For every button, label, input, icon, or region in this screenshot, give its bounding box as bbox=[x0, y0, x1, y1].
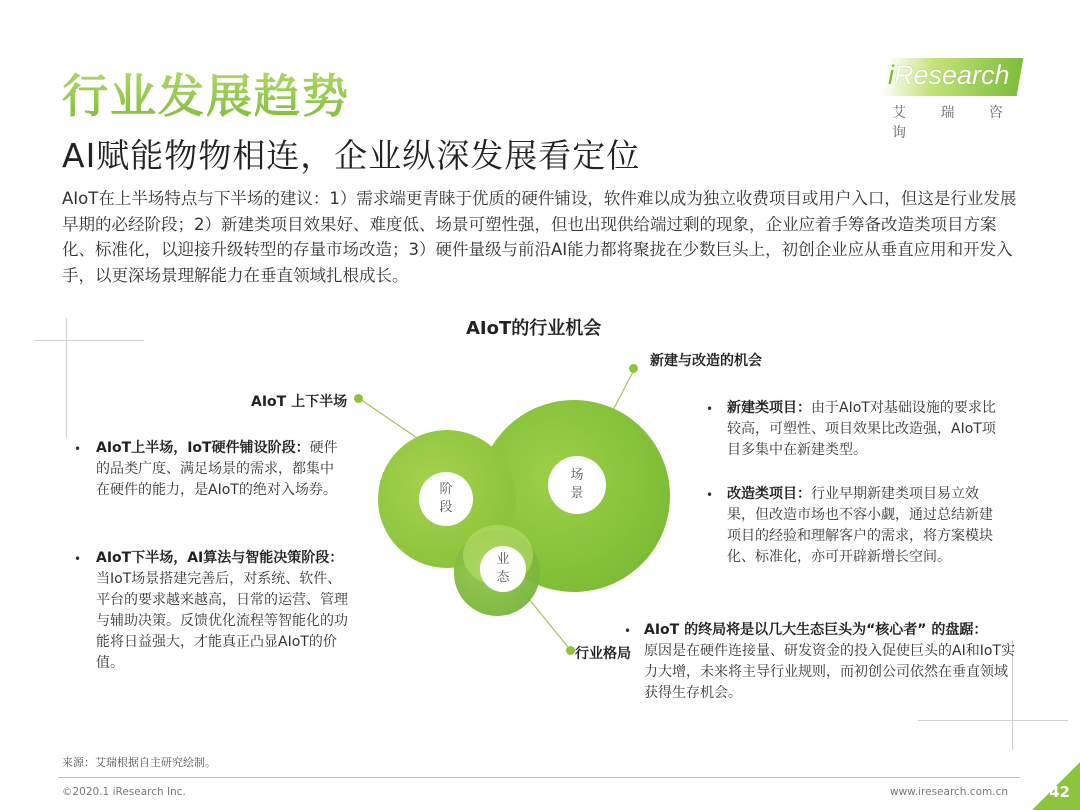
dot-left bbox=[354, 394, 363, 403]
bullet: • bbox=[706, 402, 714, 416]
bottom-block-title: AIoT 的终局将是以几大生态巨头为“核心者” 的盘踞： bbox=[644, 622, 988, 638]
bullet: • bbox=[74, 552, 82, 566]
source-note: 来源：艾瑞根据自主研究绘制。 bbox=[62, 756, 216, 769]
logo-wordmark: iResearch bbox=[888, 60, 1010, 90]
right-block-retrofit-projects bbox=[727, 484, 999, 568]
logo-subtitle: 艾 瑞 咨 询 bbox=[892, 105, 1018, 141]
bullet: • bbox=[706, 488, 714, 502]
diagram-title: AIoT的行业机会 bbox=[466, 318, 602, 339]
dot-right bbox=[629, 364, 638, 373]
bullet: • bbox=[624, 624, 632, 638]
section-title: 行业发展趋势 bbox=[62, 60, 350, 126]
right-block-body: 行业早期新建类项目易立效果，但改造市场也不容小觑，通过总结新建项目的经验和理解客户的需求，将方案模块化、标准化，亦可开辟新增长空间。 bbox=[727, 486, 993, 565]
label-industry-landscape: 行业格局 bbox=[575, 646, 631, 662]
left-block-lower-half bbox=[96, 548, 350, 674]
intro-paragraph: AIoT在上半场特点与下半场的建议：1）需求端更青睐于优质的硬件铺设，软件难以成为独立收费项目或用户入口，但这是行业发展早期的必经阶段；2）新建类项目效果好、难度低、场景可塑性强，但也出现供给端过剩的现象，企业应着手筹备改造类项目方案化、标准化，以迎接升级转型的存量市场改造；3）硬件量级与前沿AI能力都将聚拢在少数巨头上，初创企业应从垂直应用和开发入手，以更深场景理解能力在垂直领域扎根成长。 bbox=[62, 189, 1017, 285]
left-block-title: AIoT上半场，IoT硬件铺设阶段： bbox=[96, 440, 310, 456]
copyright: ©2020.1 iResearch Inc. bbox=[62, 786, 186, 798]
label-upper-lower-half: AIoT 上下半场 bbox=[251, 394, 348, 410]
right-block-title: 新建类项目： bbox=[727, 400, 811, 416]
right-block-title: 改造类项目： bbox=[727, 486, 811, 502]
right-block-body: 由于AIoT对基础设施的要求比较高，可塑性、项目效果比改造强，AIoT项目多集中在新建类型。 bbox=[727, 400, 996, 458]
bottom-block-endgame bbox=[644, 620, 1016, 704]
left-block-upper-half bbox=[96, 438, 346, 501]
industry-circle-label: 业态 bbox=[480, 546, 526, 592]
footer-divider bbox=[58, 777, 1020, 778]
bullet: • bbox=[74, 442, 82, 456]
connector-right bbox=[612, 370, 634, 412]
right-block-new-projects bbox=[727, 398, 997, 461]
bottom-block-body: 原因是在硬件连接量、研发资金的投入促使巨头的AI和IoT实力大增，未来将主导行业规则，而初创公司依然在垂直领域获得生存机会。 bbox=[644, 643, 1015, 701]
connector-left bbox=[360, 399, 420, 440]
page-number: 42 bbox=[1049, 783, 1070, 801]
scene-circle-label: 场景 bbox=[548, 456, 606, 514]
left-block-body: 当IoT场景搭建完善后，对系统、软件、平台的要求越来越高，日常的运营、管理与辅助决策。反馈优化流程等智能化的功能将日益强大，才能真正凸显AIoT的价值。 bbox=[96, 571, 348, 671]
website-link[interactable]: www.iresearch.com.cn bbox=[889, 786, 1008, 798]
stage-circle-label: 阶段 bbox=[419, 472, 473, 526]
left-block-title: AIoT下半场，AI算法与智能决策阶段： bbox=[96, 550, 344, 566]
dot-bottom bbox=[566, 646, 575, 655]
slide-title: AI赋能物物相连，企业纵深发展看定位 bbox=[62, 136, 641, 175]
label-new-and-retrofit: 新建与改造的机会 bbox=[650, 353, 762, 369]
left-block-body: 硬件的品类广度、满足场景的需求，都集中在硬件的能力，是AIoT的绝对入场券。 bbox=[96, 440, 338, 498]
